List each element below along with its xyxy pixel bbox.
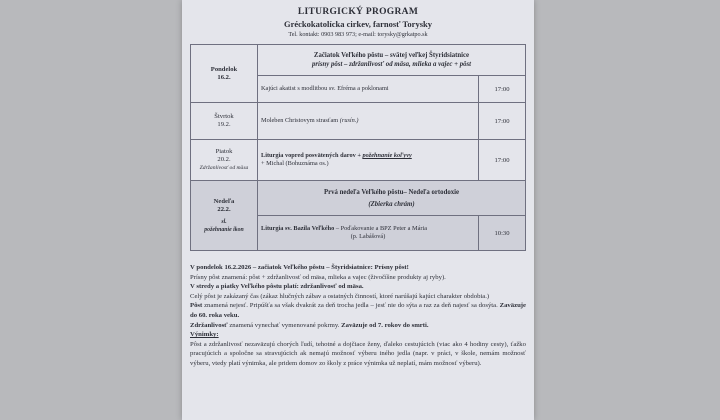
notes-line-8: Pôst a zdržanlivosť nezaväzujú chorých ľudí, tehotné a dojčiace ženy, ďaleko cestujúcich (viac ako 4 hodiny cesty), ťažko pracujúcich a spoločne sa stravujúcich ak nemajú možnosť výberu iného jedla (napr. v práci, v škole, nemám možnosť výberu, vtedy platí výnimka, ale pridem domov zo školy z práce výnimka už neplatí, mám možnosť výberu).: [190, 340, 526, 367]
thursday-event-note: (rusín.): [339, 117, 359, 124]
sunday-event: [258, 216, 479, 251]
friday-date: 20.2.: [217, 156, 231, 163]
notes-line-5c: Zaväzuje do 60. roka veku.: [190, 302, 526, 319]
thursday-event: [258, 103, 479, 140]
week2-header-line2: (Zbierka chrám): [368, 200, 415, 208]
sunday-date: 22.2.: [217, 205, 231, 213]
notes-line-5b: znamená nejesť. Pripúšťa sa však dvakrát za deň trocha jedla – jesť nie do sýta a raz za deň najesť sa dosýta.: [202, 302, 500, 310]
program-sheet: [182, 0, 534, 420]
contact-line: Tel. kontakt: 0903 983 973; e-mail: torysky@grkatpo.sk: [288, 31, 428, 38]
thursday-time: 17:00: [479, 103, 526, 140]
friday-event-intention: + Michal (Bohuznáma os.): [261, 160, 329, 167]
notes-line-6c: Zaväzuje od 7. rokov do smrti.: [341, 321, 429, 329]
thursday-date: 19.2.: [217, 121, 231, 128]
notes-line-4: Celý pôst je zakázaný čas (zákaz hlučných zábav a ostatných činností, ktoré narúšajú kajúci charakter obdobia.): [190, 292, 490, 300]
friday-event: [258, 140, 479, 181]
monday-date: 16.2.: [217, 73, 231, 81]
week1-header-row: [191, 45, 526, 76]
sunday-event-donor: (p. Labášová): [350, 233, 386, 240]
sunday-day: Nedeľa: [213, 197, 235, 205]
thursday-day: Štvrtok: [214, 113, 234, 120]
sunday-event-liturgy: Liturgia sv. Bazila Veľkého: [261, 225, 335, 232]
notes-line-5a: Pôst: [190, 302, 203, 310]
sunday-event-thanks: – Poďakovanie a BPZ Peter a Mária: [334, 225, 428, 232]
notes-line-3a: V stredy a piatky Veľkého pôstu platí:: [190, 283, 301, 291]
monday-event: Kajúci akatist s modlitbou sv. Efréma a poklonami: [258, 76, 479, 103]
monday-cell: [191, 45, 258, 103]
parish-name: Gréckokatolícka cirkev, farnosť Torysky: [284, 19, 432, 29]
monday-day: Pondelok: [210, 65, 238, 73]
thursday-event-text: Moleben Christovym strasťam: [261, 117, 340, 124]
notes-line-5: [190, 301, 526, 320]
notes-line-6a: Zdržanlivosť: [190, 321, 228, 329]
friday-event-blessing: požehnanie koľyvy: [362, 152, 412, 159]
document-header: [182, 0, 534, 40]
notes-line-3b: zdržanlivosť od mäsa.: [300, 283, 364, 291]
week2-header-row: [191, 181, 526, 216]
notes-exceptions-heading: Výnimky:: [190, 331, 219, 339]
sunday-note-b: požehnanie ikon: [204, 226, 244, 233]
table-row: [191, 103, 526, 140]
notes-line-6b: znamená vynechať vymenované pokrmy.: [227, 321, 342, 329]
week1-header: [258, 45, 526, 76]
notes-line-3: [190, 282, 526, 292]
sunday-time: 10:30: [479, 216, 526, 251]
friday-cell: [191, 140, 258, 181]
sunday-cell: [191, 181, 258, 251]
schedule-table: [190, 44, 526, 251]
friday-event-liturgy: Liturgia vopred posvätených darov +: [261, 152, 363, 159]
friday-day: Piatok: [215, 148, 233, 155]
lent-notes: [190, 263, 526, 369]
table-row: [191, 140, 526, 181]
notes-line-6: [190, 321, 526, 331]
document-title: LITURGICKÝ PROGRAM: [297, 7, 419, 17]
thursday-cell: [191, 103, 258, 140]
sunday-note-a: sl.: [221, 218, 227, 225]
week2-header-line1: Prvá nedeľa Veľkého pôstu– Nedeľa ortodoxie: [323, 188, 460, 196]
notes-line-2: Prísny pôst znamená: pôst + zdržanlivosť od mäsa, mlieka a vajec (živočíšne produkty aj ryby).: [190, 273, 446, 281]
friday-time: 17:00: [479, 140, 526, 181]
week2-header: [258, 181, 526, 216]
week1-header-line1: Začiatok Veľkého pôstu – svätej veľkej Štyridsiatnice: [313, 52, 470, 59]
week1-header-line2: prísny pôst – zdržanlivosť od mäsa, mlieka a vajec + pôst: [311, 61, 472, 68]
monday-time: 17:00: [479, 76, 526, 103]
friday-note: Zdržanlivosť od mäsa: [199, 165, 249, 171]
notes-line-1: V pondelok 16.2.2026 – začiatok Veľkého pôstu – Štyridsiatnice: Prísny pôst!: [190, 264, 409, 271]
